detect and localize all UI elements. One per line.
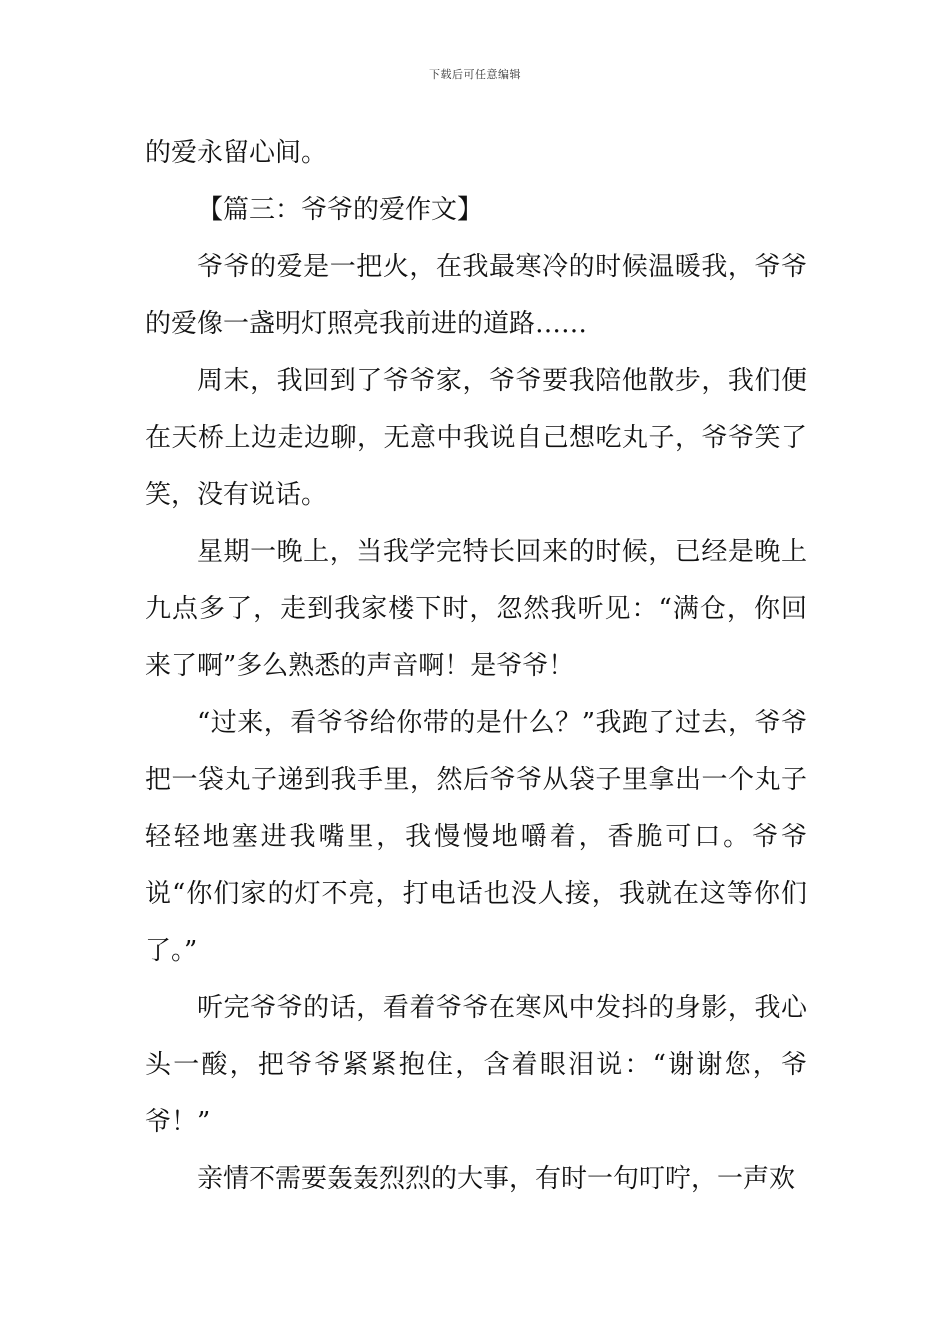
section-heading: 【篇三：爷爷的爱作文】 xyxy=(197,195,484,225)
paragraph: 周末，我回到了爷爷家，爷爷要我陪他散步，我们便在天桥上边走边聊，无意中我说自己想吃丸子，爷爷笑了笑，没有说话。 xyxy=(145,366,807,510)
page-header: 下载后可任意编辑 xyxy=(429,68,521,81)
paragraph: 爷爷的爱是一把火，在我最寒冷的时候温暖我，爷爷的爱像一盏明灯照亮我前进的道路…… xyxy=(145,252,807,339)
paragraph: 听完爷爷的话，看着爷爷在寒风中发抖的身影，我心头一酸，把爷爷紧紧抱住，含着眼泪说：“谢谢您，爷爷！” xyxy=(145,993,807,1137)
document-body xyxy=(145,125,807,1208)
paragraph: 亲情不需要轰轰烈烈的大事，有时一句叮咛，一声欢 xyxy=(197,1164,796,1194)
paragraph: 的爱永留心间。 xyxy=(145,138,328,168)
paragraph: 星期一晚上，当我学完特长回来的时候，已经是晚上九点多了，走到我家楼下时，忽然我听见：“满仓，你回来了啊”多么熟悉的声音啊！是爷爷！ xyxy=(145,537,807,681)
paragraph: “过来，看爷爷给你带的是什么？”我跑了过去，爷爷把一袋丸子递到我手里，然后爷爷从袋子里拿出一个丸子轻轻地塞进我嘴里，我慢慢地嚼着，香脆可口。爷爷说“你们家的灯不亮，打电话也没人接，我就在这等你们了。” xyxy=(145,708,807,966)
